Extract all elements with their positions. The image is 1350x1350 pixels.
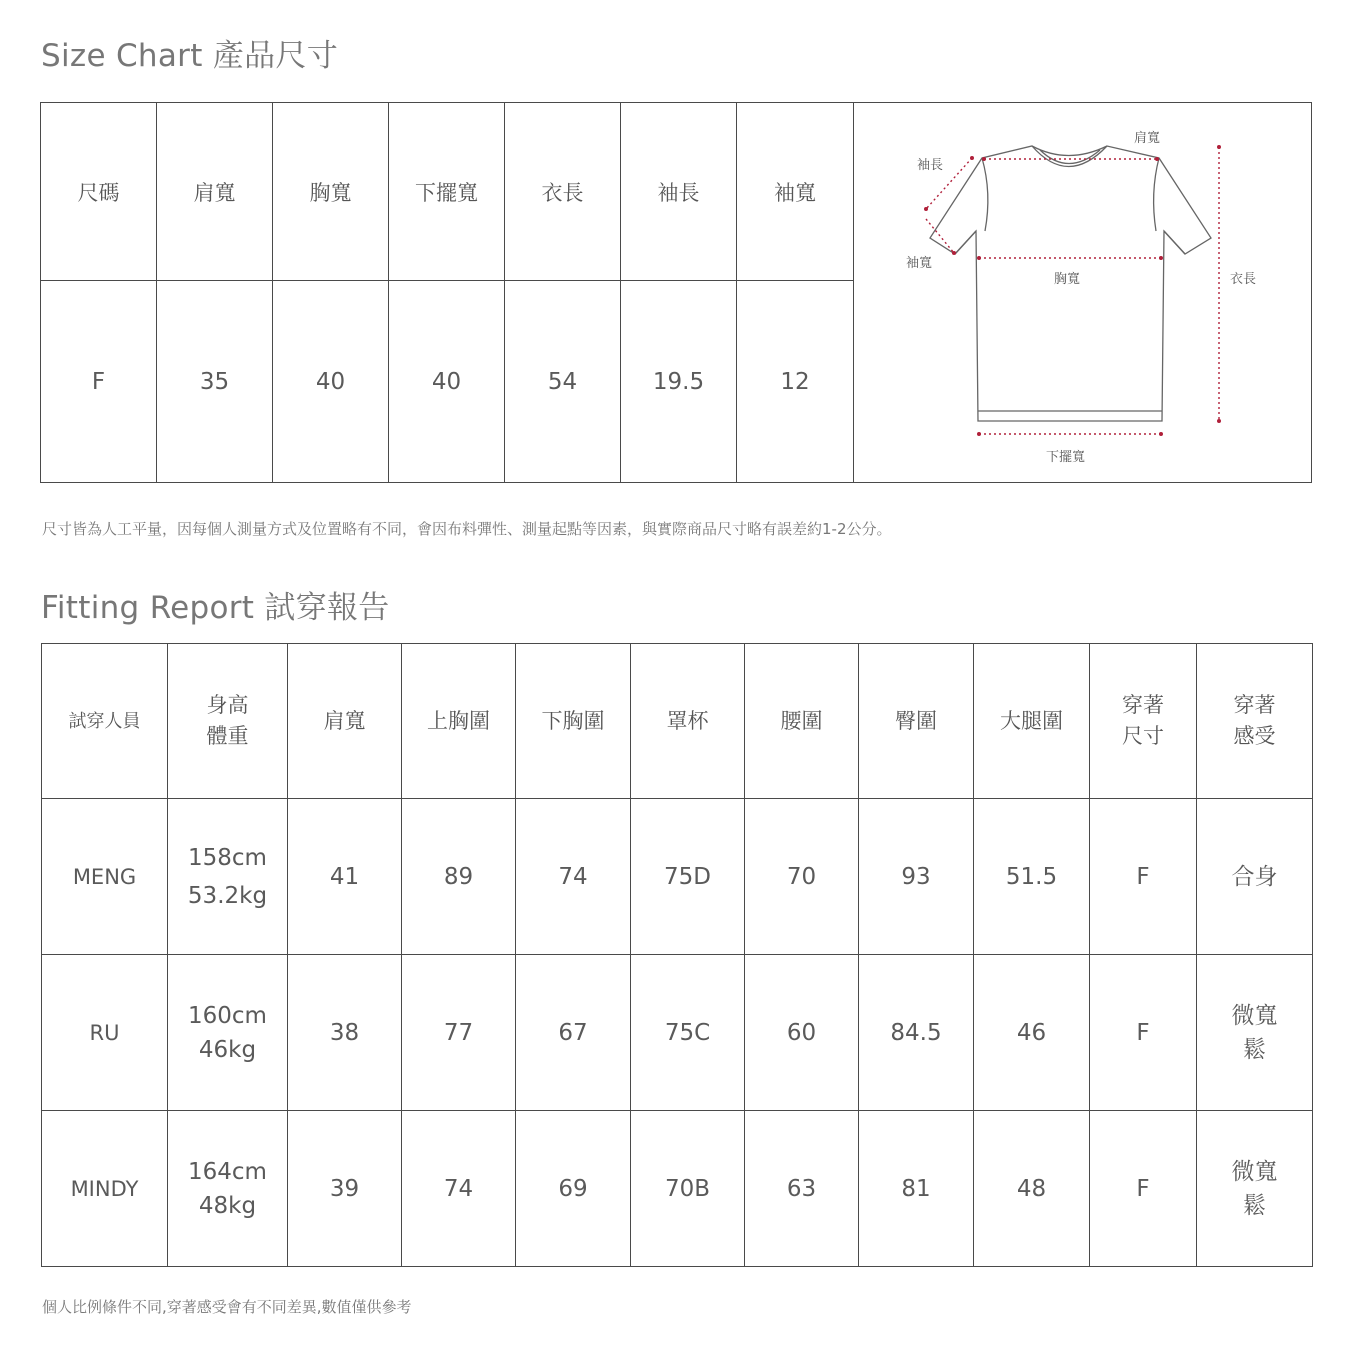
header-cell-hem: 下擺寬 <box>389 103 505 281</box>
worn-size-cell: F <box>1090 1111 1197 1267</box>
diagram-label-shoulder: 肩寬 <box>1134 131 1161 146</box>
header-cell-sleeve-width: 袖寬 <box>737 103 854 281</box>
header-cell-chest: 胸寬 <box>273 103 389 281</box>
cup-cell: 75D <box>631 799 745 955</box>
sleeve-length-cell: 19.5 <box>621 281 737 483</box>
shoulder-cell: 38 <box>288 955 402 1111</box>
header-cell-hip: 臀圍 <box>859 644 974 799</box>
height-weight-cell: 158cm 53.2kg <box>168 799 288 955</box>
header-cell-length: 衣長 <box>505 103 621 281</box>
fitting-header-row <box>42 644 1313 799</box>
under-bust-cell: 69 <box>516 1111 631 1267</box>
under-bust-cell: 74 <box>516 799 631 955</box>
hip-cell: 93 <box>859 799 974 955</box>
hem-cell: 40 <box>389 281 505 483</box>
header-cell-worn-size: 穿著 尺寸 <box>1090 644 1197 799</box>
header-cell-height-weight: 身高 體重 <box>168 644 288 799</box>
header-cell-thigh: 大腿圍 <box>974 644 1090 799</box>
header-cell-fit-feel: 穿著 感受 <box>1197 644 1313 799</box>
diagram-label-sleeve-length: 袖長 <box>917 158 944 173</box>
fit-feel-cell: 微寬 鬆 <box>1197 1111 1313 1267</box>
upper-bust-cell: 89 <box>402 799 516 955</box>
tshirt-measurement-diagram <box>854 103 1310 482</box>
diagram-label-hem: 下擺寬 <box>1046 450 1086 465</box>
fitting-report-table <box>41 643 1313 1267</box>
header-cell-cup: 罩杯 <box>631 644 745 799</box>
header-cell-shoulder: 肩寬 <box>288 644 402 799</box>
worn-size-cell: F <box>1090 955 1197 1111</box>
diagram-label-chest: 胸寬 <box>1054 272 1081 287</box>
size-chart-note: 尺寸皆為人工平量，因每個人測量方式及位置略有不同，會因布料彈性、測量起點等因素，與實際商品尺寸略有誤差約1-2公分。 <box>42 520 892 538</box>
fitter-name: MINDY <box>42 1111 168 1267</box>
fitting-report-title: Fitting Report 試穿報告 <box>41 590 390 626</box>
chest-cell: 40 <box>273 281 389 483</box>
size-cell: F <box>41 281 157 483</box>
fit-feel-cell: 微寬 鬆 <box>1197 955 1313 1111</box>
hip-cell: 84.5 <box>859 955 974 1111</box>
length-cell: 54 <box>505 281 621 483</box>
thigh-cell: 51.5 <box>974 799 1090 955</box>
height-weight-cell: 160cm 46kg <box>168 955 288 1111</box>
cup-cell: 75C <box>631 955 745 1111</box>
header-cell-size: 尺碼 <box>41 103 157 281</box>
worn-size-cell: F <box>1090 799 1197 955</box>
waist-cell: 70 <box>745 799 859 955</box>
diagram-label-length: 衣長 <box>1230 272 1257 287</box>
header-cell-upper-bust: 上胸圍 <box>402 644 516 799</box>
waist-cell: 60 <box>745 955 859 1111</box>
under-bust-cell: 67 <box>516 955 631 1111</box>
upper-bust-cell: 74 <box>402 1111 516 1267</box>
fitting-report-note: 個人比例條件不同,穿著感受會有不同差異,數值僅供參考 <box>42 1298 412 1316</box>
thigh-cell: 46 <box>974 955 1090 1111</box>
tshirt-diagram-cell <box>854 103 1312 483</box>
fitter-name: RU <box>42 955 168 1111</box>
size-chart-title: Size Chart 產品尺寸 <box>41 38 339 74</box>
fit-feel-cell: 合身 <box>1197 799 1313 955</box>
cup-cell: 70B <box>631 1111 745 1267</box>
header-cell-sleeve-length: 袖長 <box>621 103 737 281</box>
diagram-label-sleeve-width: 袖寬 <box>906 256 933 271</box>
shoulder-cell: 39 <box>288 1111 402 1267</box>
fitting-row-ru <box>42 955 1313 1111</box>
fitting-row-mindy <box>42 1111 1313 1267</box>
header-cell-under-bust: 下胸圍 <box>516 644 631 799</box>
height-weight-cell: 164cm 48kg <box>168 1111 288 1267</box>
hip-cell: 81 <box>859 1111 974 1267</box>
header-cell-fitter: 試穿人員 <box>42 644 168 799</box>
upper-bust-cell: 77 <box>402 955 516 1111</box>
size-chart-header-row <box>41 103 1312 281</box>
size-chart-table <box>40 102 1312 483</box>
fitting-row-meng <box>42 799 1313 955</box>
fitter-name: MENG <box>42 799 168 955</box>
shoulder-cell: 41 <box>288 799 402 955</box>
header-cell-waist: 腰圍 <box>745 644 859 799</box>
shoulder-cell: 35 <box>157 281 273 483</box>
waist-cell: 63 <box>745 1111 859 1267</box>
thigh-cell: 48 <box>974 1111 1090 1267</box>
sleeve-width-cell: 12 <box>737 281 854 483</box>
header-cell-shoulder: 肩寬 <box>157 103 273 281</box>
